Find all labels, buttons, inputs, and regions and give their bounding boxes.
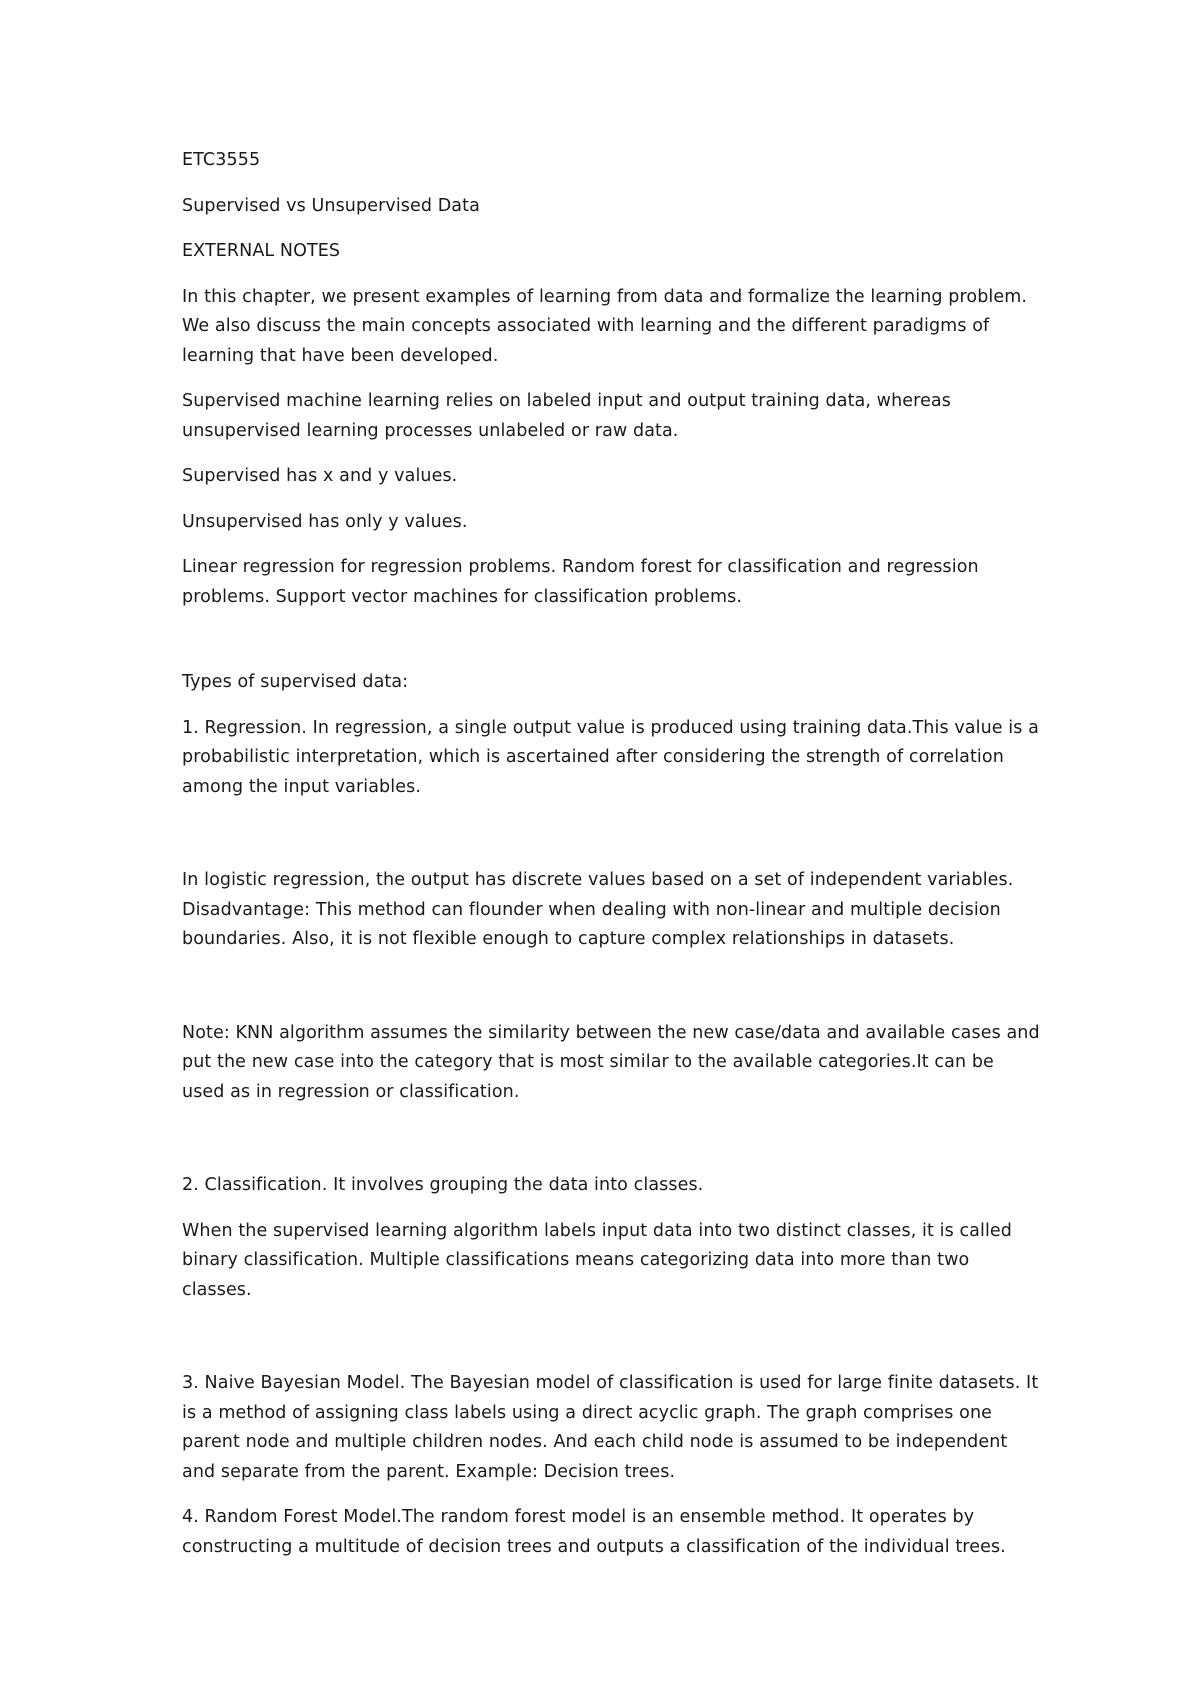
supervised-vs-unsupervised-paragraph: Supervised machine learning relies on labeled input and output training data, whereas unsupervised learning processes unlabeled or raw data. <box>182 391 951 441</box>
section-label: EXTERNAL NOTES <box>182 241 341 261</box>
algorithms-paragraph: Linear regression for regression problems. Random forest for classification and regression problems. Support vector machines for classification problems. <box>182 557 979 607</box>
spacer <box>182 1123 1042 1171</box>
spacer <box>182 1321 1042 1369</box>
spacer <box>182 971 1042 1019</box>
spacer <box>182 818 1042 866</box>
document-title: Supervised vs Unsupervised Data <box>182 195 480 216</box>
classification-paragraph: 2. Classification. It involves grouping the data into classes. <box>182 1175 704 1195</box>
intro-paragraph: In this chapter, we present examples of learning from data and formalize the learning problem. We also discuss the main concepts associated with learning and the different paradigms of learning that have been developed. <box>182 286 1028 366</box>
logistic-paragraph: In logistic regression, the output has discrete values based on a set of independent variables. Disadvantage: This method can flounder when dealing with non-linear and multiple decision boundaries. Also, it is not flexible enough to capture complex relationships in datasets. <box>182 870 1014 949</box>
supervised-xy-paragraph: Supervised has x and y values. <box>182 466 458 486</box>
types-heading: Types of supervised data: <box>182 672 409 692</box>
spacer <box>182 628 1042 668</box>
regression-paragraph: 1. Regression. In regression, a single output value is produced using training data.This value is a probabilistic interpretation, which is ascertained after considering the strength of correlation among the input variables. <box>182 717 1039 797</box>
binary-classification-paragraph: When the supervised learning algorithm labels input data into two distinct classes, it is called binary classification. Multiple classifications means categorizing data into more than two classes. <box>182 1220 1012 1300</box>
unsupervised-y-paragraph: Unsupervised has only y values. <box>182 511 468 532</box>
course-code: ETC3555 <box>182 150 261 170</box>
knn-note-paragraph: Note: KNN algorithm assumes the similarity between the new case/data and available cases and put the new case into the category that is most similar to the available categories.It can be used as in regression or classification. <box>182 1022 1040 1102</box>
naive-bayes-paragraph: 3. Naive Bayesian Model. The Bayesian model of classification is used for large finite datasets. It is a method of assigning class labels using a direct acyclic graph. The graph comprises one parent node and multiple children nodes. And each child node is assumed to be independent and separate from the parent. Example: Decision trees. <box>182 1373 1039 1482</box>
document-body <box>182 146 1042 1578</box>
random-forest-paragraph: 4. Random Forest Model.The random forest model is an ensemble method. It operates by constructing a multitude of decision trees and outputs a classification of the individual trees. <box>182 1507 1006 1557</box>
